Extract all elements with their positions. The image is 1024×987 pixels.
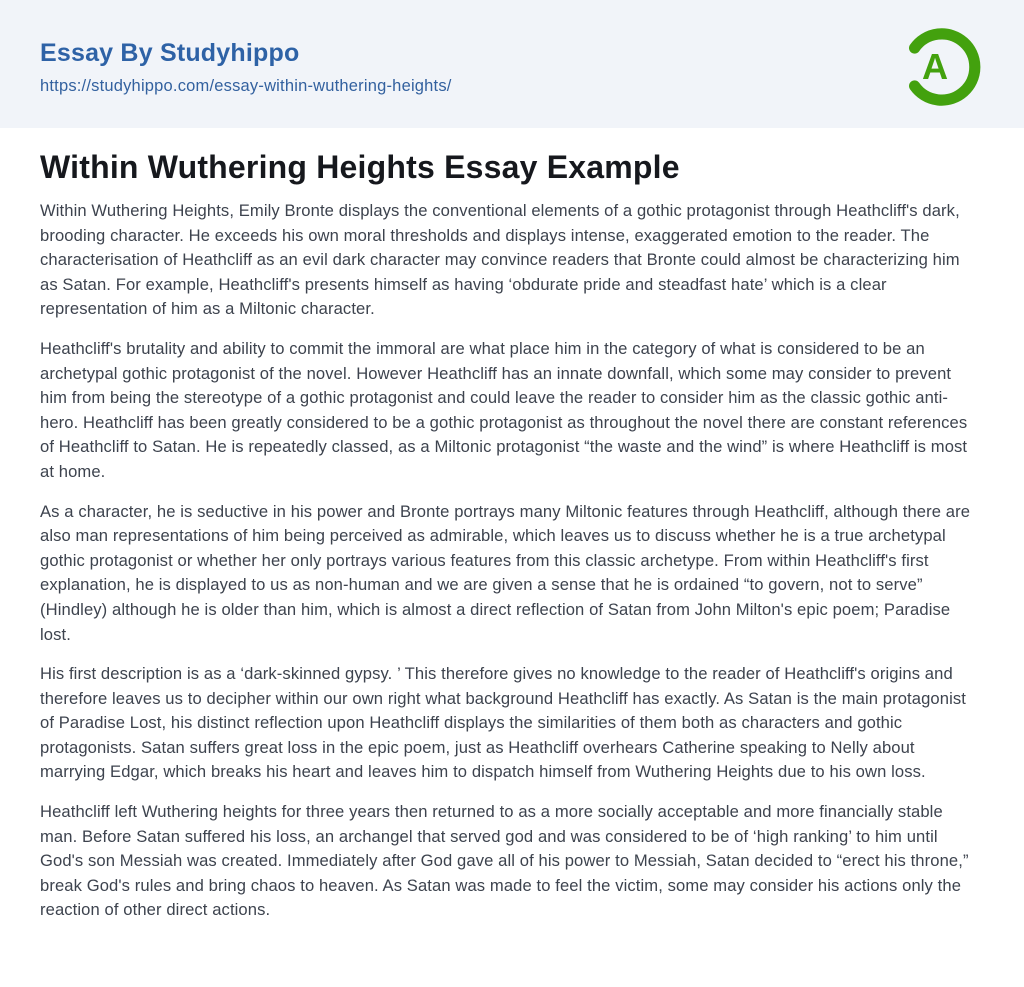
site-title: Essay By Studyhippo [40,38,300,67]
logo-letter: A [921,46,949,88]
header-text-block [40,39,452,96]
source-url-link[interactable]: https://studyhippo.com/essay-within-wuthering-heights/ [40,76,452,95]
essay-paragraph: Heathcliff left Wuthering heights for three years then returned to as a more socially acceptable and more financially stable man. Before Satan suffered his loss, an archangel that served god and was considered to be of ‘high ranking’ to him until God's son Messiah was created. Immediately after God gave all of his power to Messiah, Satan decided to “erect his throne,” break God's rules and bring chaos to heaven. As Satan was made to feel the victim, some may consider his actions only the reaction of other direct actions. [40,802,969,920]
essay-paragraph: As a character, he is seductive in his power and Bronte portrays many Miltonic features through Heathcliff, although there are also man representations of him being perceived as admirable, which leaves us to discuss whether he is a true archetypal gothic protagonist or whether her only portrays various features from this classic archetype. From within Heathcliff's first explanation, he is displayed to us as non-human and we are given a sense that he is ordained “to govern, not to serve” (Hindley) although he is older than him, which is almost a direct reflection of Satan from John Milton's epic poem; Paradise lost. [40,501,971,644]
essay-body [40,199,982,923]
page-header [0,0,1024,128]
essay-article [0,128,1024,923]
studyhippo-logo [898,21,984,113]
essay-title: Within Wuthering Heights Essay Example [40,149,680,185]
studyhippo-logo-icon [898,24,984,110]
essay-paragraph: His first description is as a ‘dark-skinned gypsy. ’ This therefore gives no knowledge to the reader of Heathcliff's origins and therefore leaves us to decipher within our own right what background Heathcliff has exactly. As Satan is the main protagonist of Paradise Lost, his distinct reflection upon Heathcliff displays the similarities of them both as characters and gothic protagonists. Satan suffers great loss in the epic poem, just as Heathcliff overhears Catherine speaking to Nelly about marrying Edgar, which breaks his heart and leaves him to dispatch himself from Wuthering Heights due to his own loss. [40,664,966,782]
essay-paragraph: Heathcliff's brutality and ability to commit the immoral are what place him in the category of what is considered to be an archetypal gothic protagonist of the novel. However Heathcliff has an innate downfall, which some may consider to prevent him from being the stereotype of a gothic protagonist and could leave the reader to consider him as the classic gothic anti-hero. Heathcliff has been greatly considered to be a gothic protagonist as throughout the novel there are constant references of Heathcliff to Satan. He is repeatedly classed, as a Miltonic protagonist “the waste and the wind” is where Heathcliff is most at home. [40,338,968,481]
essay-paragraph: Within Wuthering Heights, Emily Bronte displays the conventional elements of a gothic protagonist through Heathcliff's dark, brooding character. He exceeds his own moral thresholds and displays intense, exaggerated emotion to the reader. The characterisation of Heathcliff as an evil dark character may convince readers that Bronte could almost be characterizing him as Satan. For example, Heathcliff's presents himself as having ‘obdurate pride and steadfast hate’ which is a clear representation of him as a Miltonic character. [40,201,960,319]
